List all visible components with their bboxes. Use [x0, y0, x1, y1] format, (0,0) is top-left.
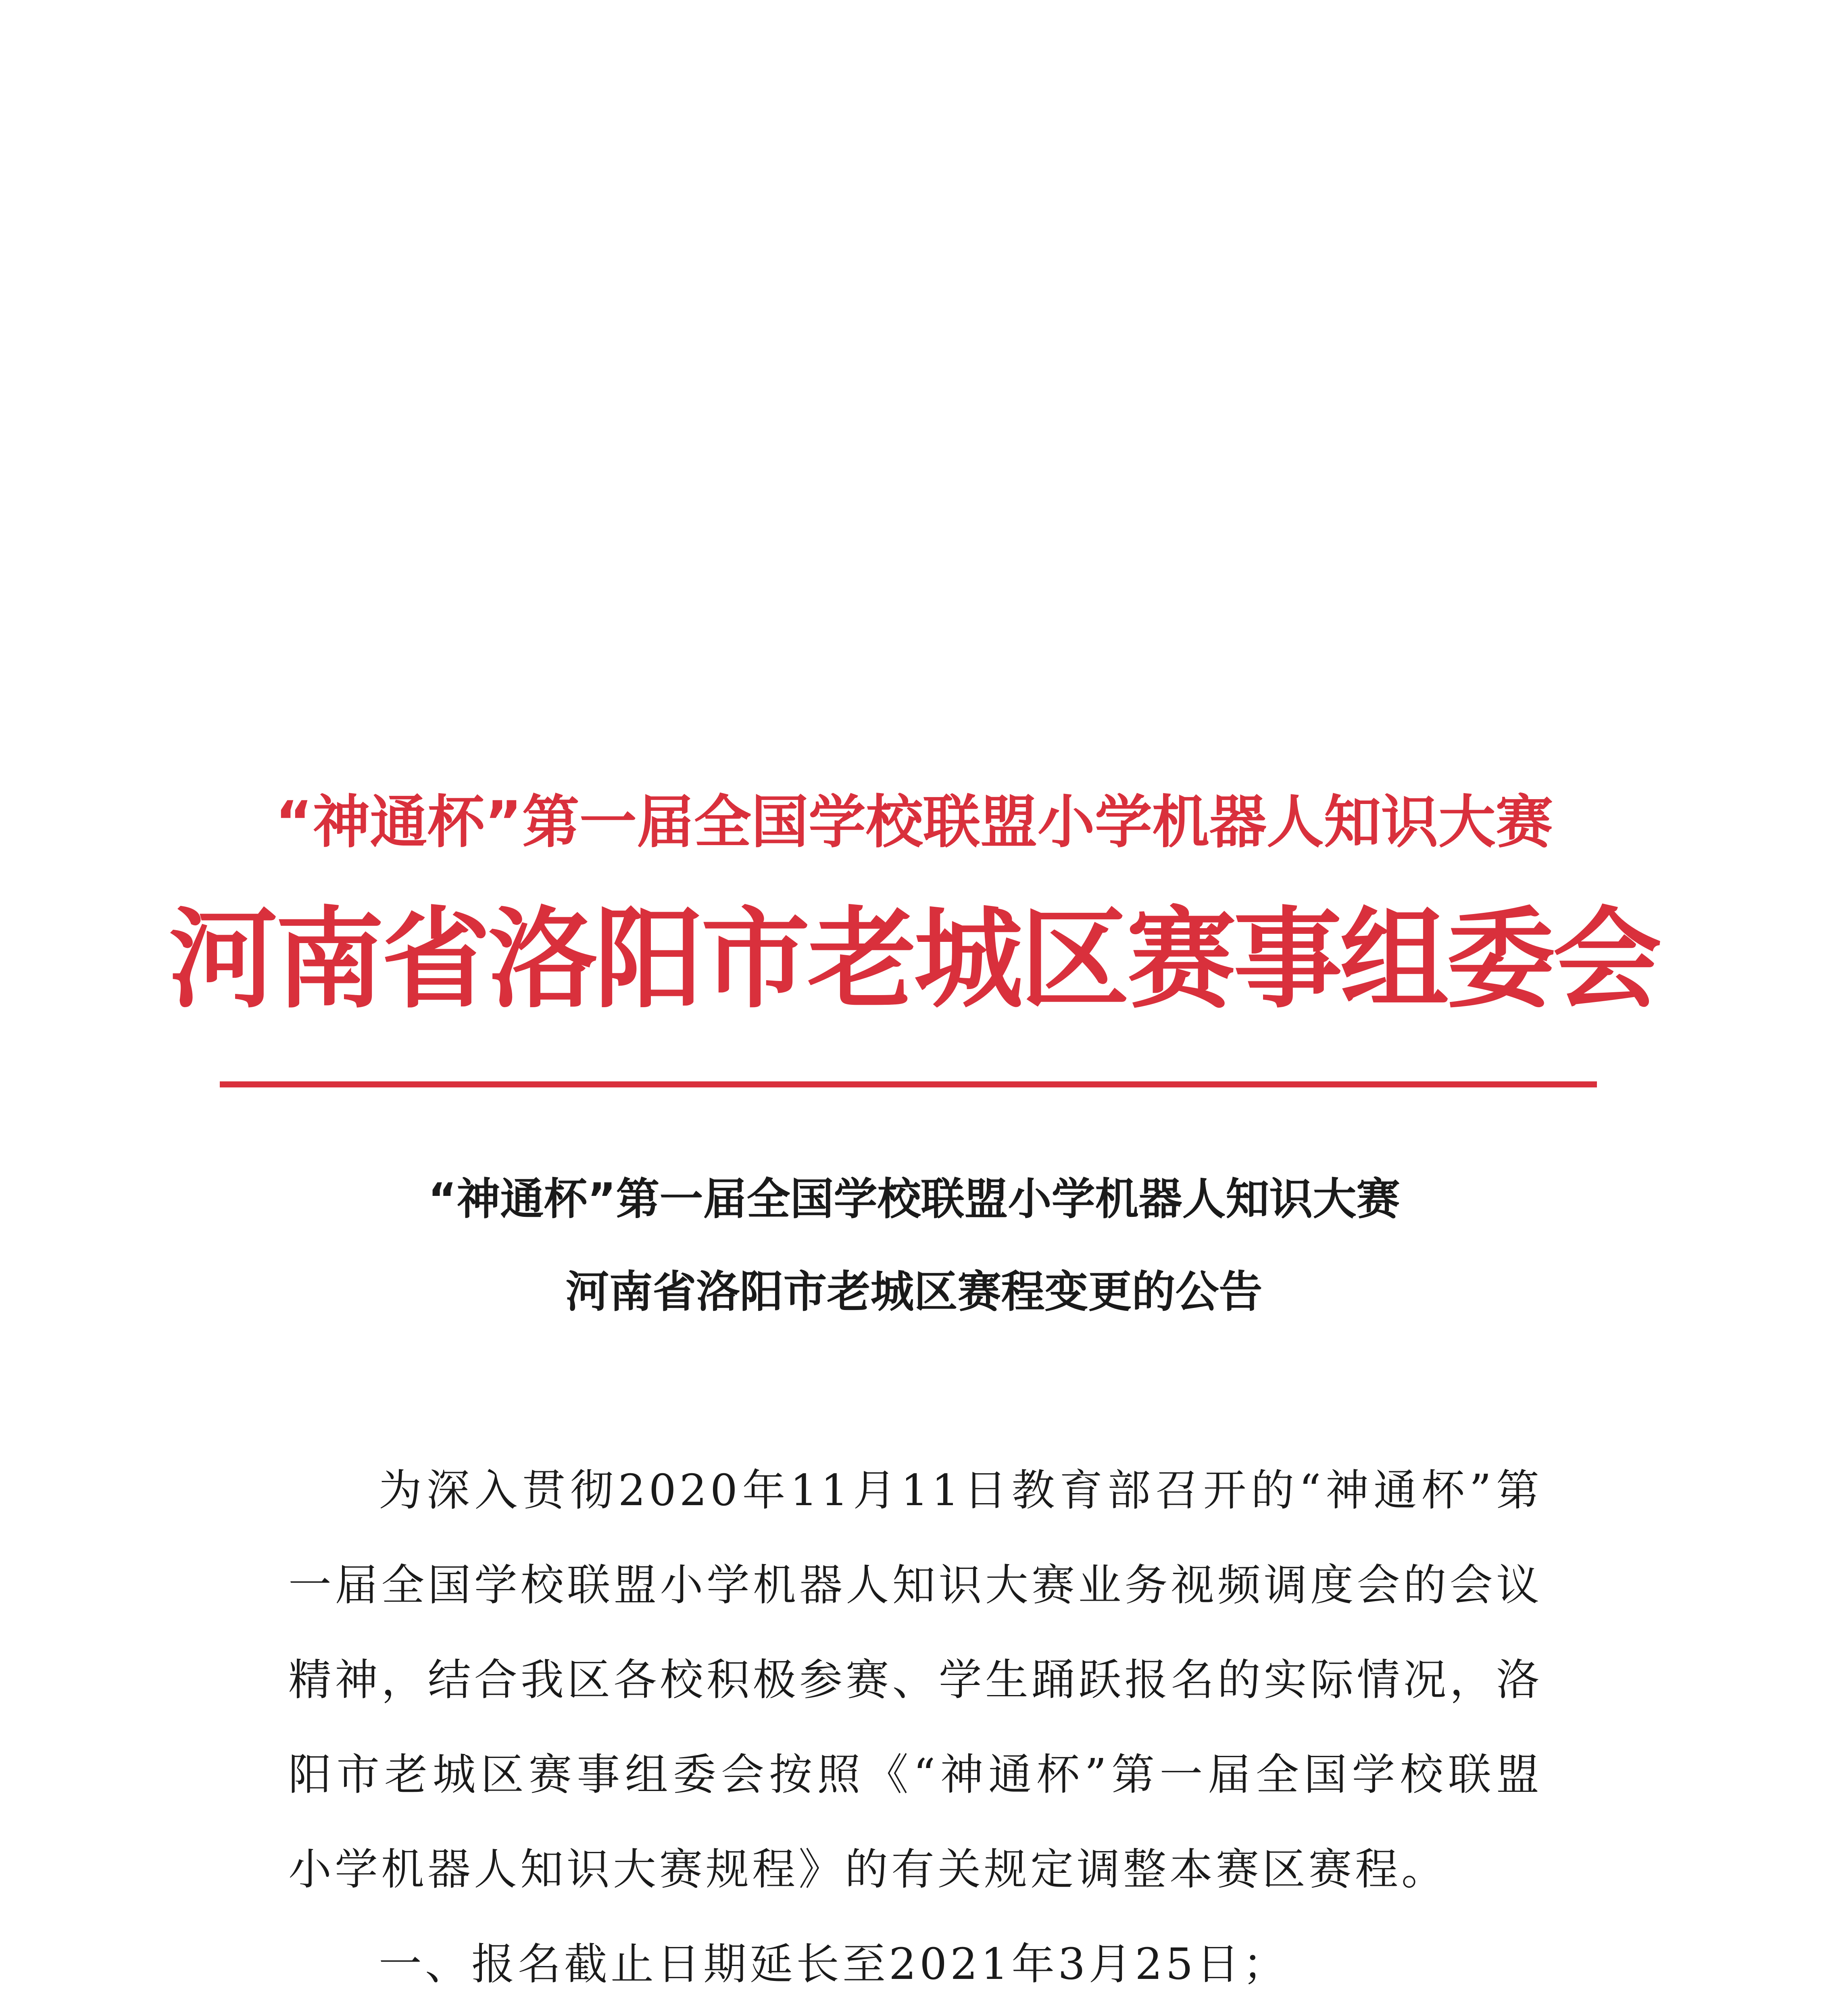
- letterhead-committee-name: 河南省洛阳市老城区赛事组委会: [169, 896, 1659, 1023]
- notice-body: [288, 1443, 1542, 2016]
- letterhead-divider: [220, 1081, 1597, 1087]
- notice-item-2: [288, 2012, 1542, 2016]
- notice-title-line1: “神通杯”第一届全国学校联盟小学机器人知识大赛: [428, 1174, 1400, 1225]
- letterhead-competition-name: “神通杯”第一届全国学校联盟小学机器人知识大赛: [275, 789, 1553, 856]
- notice-title-line2: 河南省洛阳市老城区赛程变更的公告: [565, 1267, 1263, 1317]
- notice-item-1: 一、报名截止日期延长至2021年3月25日；: [379, 1939, 1289, 1989]
- notice-paragraph: 为深入贯彻2020年11月11日教育部召开的“神通杯”第一届全国学校联盟小学机器人知识大赛业务视频调度会的会议精神，结合我区各校积极参赛、学生踊跃报名的实际情况，洛阳市老城区赛事组委会按照《“神通杯”第一届全国学校联盟小学机器人知识大赛规程》的有关规定调整本赛区赛程。: [288, 1466, 1542, 1895]
